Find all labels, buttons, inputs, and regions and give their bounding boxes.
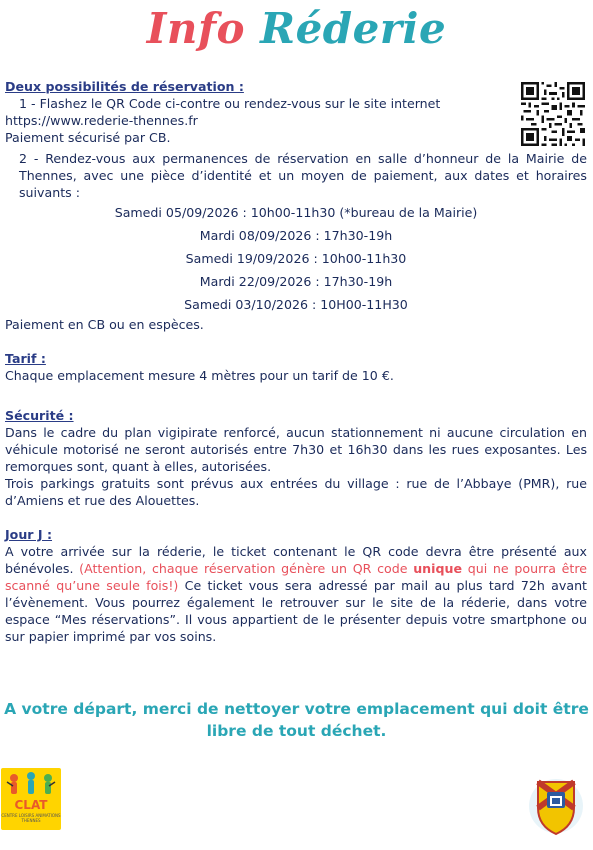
jourj-warning-2: qui ne pourra être scanné qu’une seule fois!) <box>5 561 587 593</box>
booking-date-item: Mardi 08/09/2026 : 17h30-19h <box>199 228 393 243</box>
title-word-info: Info <box>146 4 246 53</box>
booking-heading: Deux possibilités de réservation : <box>5 79 244 94</box>
tarif-section <box>5 350 587 384</box>
tarif-text: Chaque emplacement mesure 4 mètres pour un tarif de 10 €. <box>5 368 394 383</box>
closing-message <box>0 698 593 742</box>
booking-section <box>5 78 587 333</box>
closing-line-2: libre de tout déchet. <box>206 722 387 740</box>
securite-heading: Sécurité : <box>5 408 74 423</box>
closing-line-1: A votre départ, merci de nettoyer votre emplacement qui doit être <box>4 700 589 718</box>
booking-payment: Paiement en CB ou en espèces. <box>5 317 204 332</box>
jourj-section <box>5 526 587 645</box>
booking-option1-payment: Paiement sécurisé par CB. <box>5 130 171 145</box>
booking-date-item: Samedi 05/09/2026 : 10h00-11h30 (*bureau de la Mairie) <box>114 205 478 220</box>
jourj-warning-1: (Attention, chaque réservation génère un QR code <box>79 561 414 576</box>
booking-date-item: Samedi 03/10/2026 : 10H00-11H30 <box>184 297 408 312</box>
title-word-rederie: Réderie <box>260 4 447 53</box>
jourj-text-b: Ce ticket vous sera adressé par mail au plus tard 72h avant l’évènement. Vous pourrez également le retrouver sur le site de la réderie, dans votre espace “Mes réservations”. Il vous appartient de le présenter depuis votre smartphone ou sur papier imprimé par vos soins. <box>5 578 587 644</box>
booking-dates-list <box>5 201 587 316</box>
booking-date-item: Mardi 22/09/2026 : 17h30-19h <box>199 274 393 289</box>
clat-logo <box>1 768 61 830</box>
jourj-text <box>5 543 587 645</box>
jourj-text-a: A votre arrivée sur la réderie, le ticket contenant le QR code devra être présenté aux bénévoles. <box>5 544 587 576</box>
securite-text-2: Trois parkings gratuits sont prévus aux entrées du village : rue de l’Abbaye (PMR), rue d’Amiens et rue des Alouettes. <box>5 476 587 508</box>
clat-name: CLAT <box>14 798 48 812</box>
booking-option2: 2 - Rendez-vous aux permanences de réservation en salle d’honneur de la Mairie de Thennes, avec une pièce d’identité et un moyen de paiement, aux dates et horaires suivants : <box>19 151 587 200</box>
booking-option1-line1: 1 - Flashez le QR Code ci-contre ou rendez-vous sur le site internet <box>19 96 441 111</box>
booking-date-item: Samedi 19/09/2026 : 10h00-11h30 <box>185 251 407 266</box>
coat-of-arms-icon <box>528 774 584 838</box>
jourj-heading: Jour J : <box>5 527 53 542</box>
jourj-warning-unique: unique <box>413 561 462 576</box>
securite-section <box>5 407 587 509</box>
page-title <box>0 4 593 53</box>
tarif-heading: Tarif : <box>5 351 46 366</box>
town-crest-logo <box>528 774 584 838</box>
booking-url-link[interactable]: https://www.rederie-thennes.fr <box>5 113 198 128</box>
info-content <box>5 78 587 645</box>
clat-figures-icon <box>1 768 61 800</box>
securite-text-1: Dans le cadre du plan vigipirate renforcé, aucun stationnement ni aucune circulation en véhicule motorisé ne seront autorisés entre 7h30 et 16h30 dans les rues exposantes. Les remorques sont, quant à elles, autorisées. <box>5 425 587 474</box>
clat-tagline: CENTRE LOISIRS ANIMATIONS THENNES <box>1 813 61 823</box>
